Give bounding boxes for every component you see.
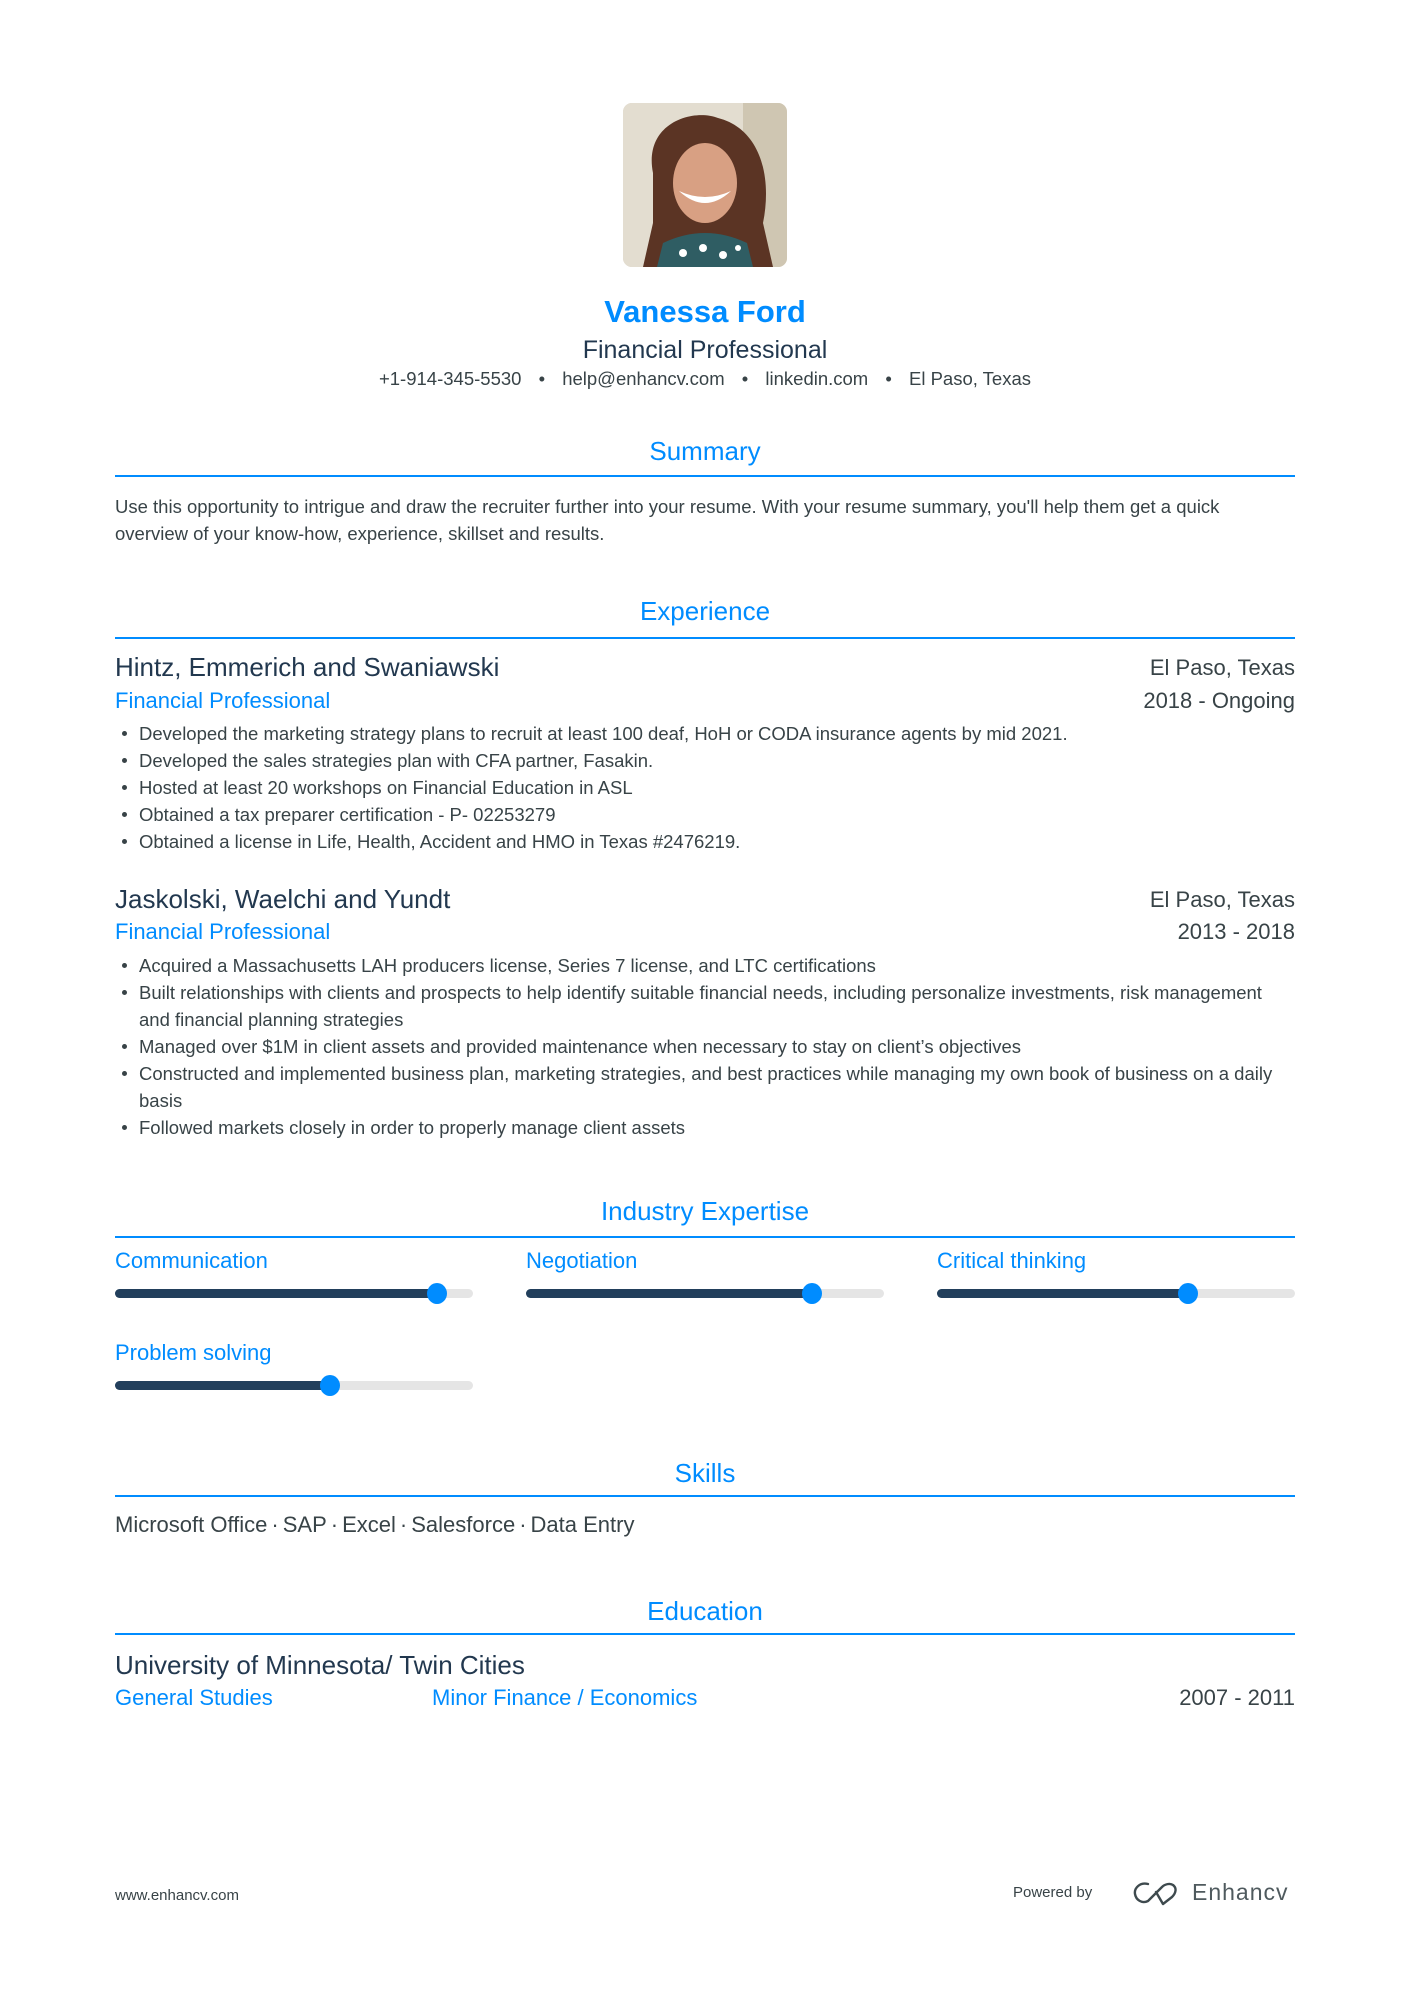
bullet-item: Acquired a Massachusetts LAH producers license, Series 7 license, and LTC certifications bbox=[115, 952, 1295, 979]
bullet-item: Constructed and implemented business plan, marketing strategies, and best practices while managing my own book of business on a daily basis bbox=[115, 1060, 1295, 1114]
school-name: University of Minnesota/ Twin Cities bbox=[115, 1650, 525, 1680]
expertise-label: Negotiation bbox=[526, 1248, 638, 1273]
skill-item: Data Entry bbox=[530, 1512, 635, 1537]
expertise-label: Communication bbox=[115, 1248, 268, 1273]
bar-fill bbox=[526, 1289, 812, 1298]
location: El Paso, Texas bbox=[908, 368, 1032, 389]
candidate-name: Vanessa Ford bbox=[604, 294, 806, 329]
bar-knob bbox=[320, 1375, 340, 1396]
bullet-icon bbox=[122, 839, 127, 844]
bullet-icon bbox=[122, 1071, 127, 1076]
bar-fill bbox=[115, 1289, 437, 1298]
job-role: Financial Professional bbox=[115, 919, 331, 944]
bar-knob bbox=[1178, 1283, 1198, 1304]
job-location: El Paso, Texas bbox=[1149, 655, 1295, 680]
separator-dot: · bbox=[330, 1512, 339, 1537]
bullet-icon bbox=[122, 963, 127, 968]
company-name: Jaskolski, Waelchi and Yundt bbox=[115, 884, 451, 914]
separator-dot: • bbox=[538, 368, 546, 389]
bullet-item: Followed markets closely in order to properly manage client assets bbox=[115, 1114, 1295, 1141]
minor: Minor Finance / Economics bbox=[432, 1685, 698, 1710]
bar-fill bbox=[115, 1381, 330, 1390]
expertise-level-bar bbox=[115, 1381, 473, 1390]
separator-dot: • bbox=[885, 368, 892, 389]
section-divider bbox=[115, 1236, 1295, 1238]
summary-text: Use this opportunity to intrigue and draw the recruiter further into your resume. With your resume summary, you'll help them get a quick overview of your know-how, experience, skillset and results. bbox=[115, 496, 1220, 544]
linkedin-link[interactable]: linkedin.com bbox=[765, 368, 869, 389]
separator-dot: · bbox=[519, 1512, 527, 1537]
section-heading-education: Education bbox=[647, 1596, 763, 1626]
bullet-icon bbox=[122, 1044, 127, 1049]
company-name: Hintz, Emmerich and Swaniawski bbox=[115, 652, 500, 682]
expertise-level-bar bbox=[937, 1289, 1295, 1298]
education-dates: 2007 - 2011 bbox=[1179, 1685, 1295, 1710]
section-heading-summary: Summary bbox=[649, 436, 761, 466]
bullet-item: Managed over $1M in client assets and provided maintenance when necessary to stay on client’s objectives bbox=[115, 1033, 1295, 1060]
separator-dot: · bbox=[399, 1512, 408, 1537]
bar-fill bbox=[937, 1289, 1188, 1298]
bullet-icon bbox=[122, 1125, 127, 1130]
section-heading-skills: Skills bbox=[674, 1458, 736, 1488]
degree: General Studies bbox=[115, 1685, 273, 1710]
bullet-item: Hosted at least 20 workshops on Financial Education in ASL bbox=[115, 774, 1295, 801]
bullet-icon bbox=[122, 758, 127, 763]
profile-photo bbox=[623, 103, 787, 267]
section-divider bbox=[115, 1633, 1295, 1635]
footer-powered-by: Powered by bbox=[1013, 1884, 1093, 1901]
bullet-item: Obtained a license in Life, Health, Accident and HMO in Texas #2476219. bbox=[115, 828, 1295, 855]
expertise-label: Critical thinking bbox=[937, 1248, 1087, 1273]
job-dates: 2018 - Ongoing bbox=[1143, 688, 1295, 713]
separator-dot: • bbox=[741, 368, 749, 389]
expertise-label: Problem solving bbox=[115, 1340, 272, 1365]
bar-knob bbox=[802, 1283, 822, 1304]
skill-item: Salesforce bbox=[411, 1512, 516, 1537]
enhancv-logo-icon bbox=[1132, 1880, 1180, 1906]
job-location: El Paso, Texas bbox=[1149, 887, 1295, 912]
expertise-level-bar bbox=[115, 1289, 473, 1298]
skills-list bbox=[115, 1512, 634, 1538]
job-role: Financial Professional bbox=[115, 688, 331, 713]
section-divider bbox=[115, 1495, 1295, 1497]
bullet-item: Developed the marketing strategy plans to recruit at least 100 deaf, HoH or CODA insurance agents by mid 2021. bbox=[115, 720, 1295, 747]
footer-brand-name: Enhancv bbox=[1192, 1879, 1289, 1905]
bullet-item: Obtained a tax preparer certification - P- 02253279 bbox=[115, 801, 1295, 828]
skill-item: Microsoft Office bbox=[115, 1512, 268, 1537]
contact-line bbox=[0, 367, 1410, 391]
candidate-title: Financial Professional bbox=[582, 336, 828, 364]
job-bullets bbox=[115, 952, 1295, 1141]
job-bullets bbox=[115, 720, 1295, 855]
skill-item: SAP bbox=[282, 1512, 327, 1537]
phone[interactable]: +1-914-345-5530 bbox=[378, 368, 522, 389]
skill-item: Excel bbox=[342, 1512, 396, 1537]
bullet-icon bbox=[122, 812, 127, 817]
job-dates: 2013 - 2018 bbox=[1177, 919, 1295, 944]
separator-dot: · bbox=[271, 1512, 279, 1537]
section-divider bbox=[115, 475, 1295, 477]
portrait-image bbox=[623, 103, 787, 267]
email[interactable]: help@enhancv.com bbox=[562, 368, 725, 389]
section-heading-experience: Experience bbox=[639, 596, 771, 626]
bullet-icon bbox=[122, 990, 127, 995]
bullet-item: Built relationships with clients and prospects to help identify suitable financial needs, including personalize investments, risk management and financial planning strategies bbox=[115, 979, 1295, 1033]
bullet-icon bbox=[122, 731, 127, 736]
section-divider bbox=[115, 637, 1295, 639]
bullet-item: Developed the sales strategies plan with CFA partner, Fasakin. bbox=[115, 747, 1295, 774]
footer-website-link[interactable]: www.enhancv.com bbox=[115, 1887, 239, 1904]
bar-knob bbox=[427, 1283, 447, 1304]
section-heading-industry-expertise: Industry Expertise bbox=[600, 1196, 810, 1226]
expertise-level-bar bbox=[526, 1289, 884, 1298]
bullet-icon bbox=[122, 785, 127, 790]
